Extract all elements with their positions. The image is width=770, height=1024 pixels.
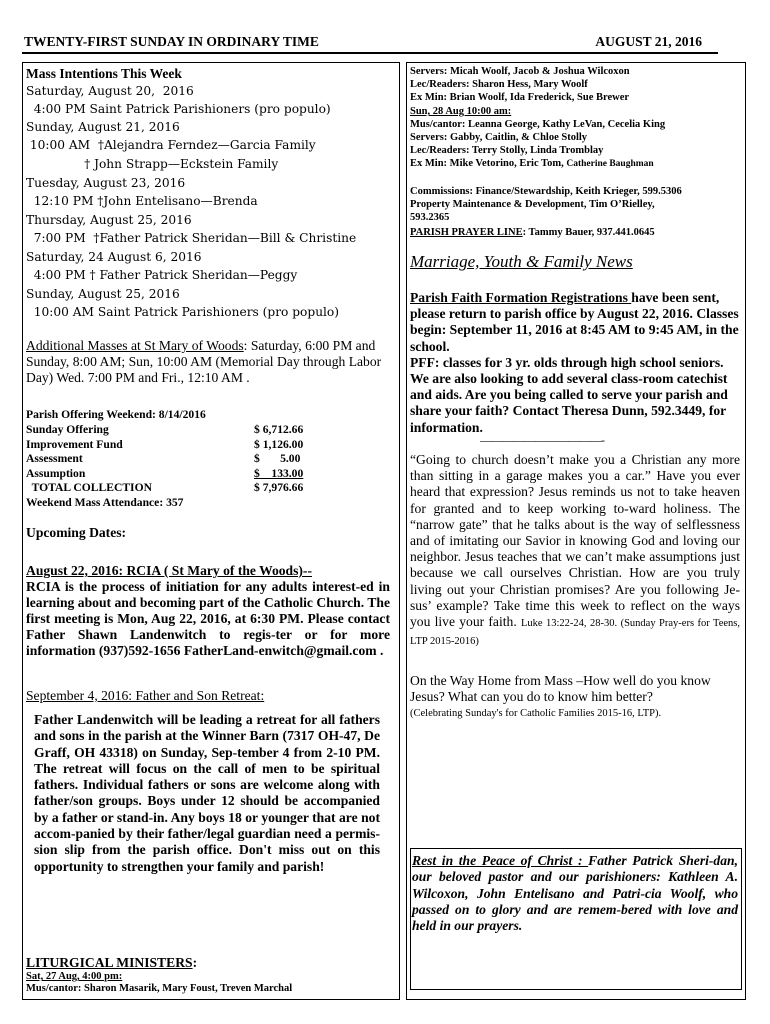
offering-label: Assessment: [26, 452, 83, 466]
liturgical-cantor: Mus/cantor: Sharon Masarik, Mary Foust, Treven Marchal: [26, 983, 293, 994]
prayer-line: [410, 227, 655, 239]
minister-line: Ex Min: Brian Woolf, Ida Frederick, Sue Brewer: [410, 92, 630, 104]
mass-intention-line: 12:10 PM †John Entelisano—Brenda: [26, 194, 258, 208]
upcoming-title: Upcoming Dates:: [26, 525, 127, 540]
exmin-text: Ex Min: Mike Vetorino, Eric Tom,: [410, 158, 567, 169]
property: Property Maintenance & Development, Tim O’Rielley,: [410, 199, 655, 210]
mass-intention-line: Tuesday, August 23, 2016: [26, 176, 186, 190]
exmin-line: [410, 158, 654, 170]
rcia-block: [26, 563, 390, 659]
offering-amount: $ 6,712.66: [254, 423, 304, 436]
property-phone: 593.2365: [410, 212, 450, 223]
mass-intention-line: Thursday, August 25, 2016: [26, 213, 192, 227]
offering-amount: $ 133.00: [254, 466, 304, 480]
minister-line: Mus/cantor: Leanna George, Kathy LeVan, Cecelia King: [410, 119, 666, 130]
way-home-cite: (Celebrating Sunday's for Catholic Families 2015-16, LTP).: [410, 707, 662, 719]
mass-intention-line: Saturday, August 20, 2016: [26, 84, 194, 98]
garage-block: [410, 452, 740, 650]
mass-intention-line: 4:00 PM Saint Patrick Parishioners (pro populo): [26, 102, 331, 116]
minister-line: Servers: Micah Woolf, Jacob & Joshua Wilcoxon: [410, 66, 630, 77]
retreat-heading: September 4, 2016: Father and Son Retreat:: [26, 688, 265, 703]
pff-label: Parish Faith Formation Registrations: [410, 290, 632, 305]
retreat-text: Father Landenwitch will be leading a retreat for all fathers and sons in the parish at the Winner Barn (7317 OH-47, De Graff, OH 43318) on Sunday, Sep-tember 4 from 2-10 PM. The retreat will focus on the call of men to be spiritual fathers. Individual fathers or sons are welcome along with father/son groups. Boys under 12 should be accompanied by a father or stand-in. Any boys 18 or younger that are not accom-panied by their father/legal guardian need a permis-sion slip from the parish office. Don't miss out on this opportunity to strengthen your family and parish!: [34, 712, 380, 874]
pff-text-2: PFF: classes for 3 yr. olds through high school seniors. We are also looking to add several class-room catechist and aids. Are you being called to serve your parish and share your faith? Contact Theresa Dunn, 592.3449, for information.: [410, 354, 728, 435]
mass-intention-line: 10:00 AM Saint Patrick Parishioners (pro populo): [26, 305, 340, 319]
offering-amount: $ 1,126.00: [254, 437, 304, 451]
sun-heading: Sun, 28 Aug 10:00 am:: [410, 106, 512, 117]
mass-intentions-title: Mass Intentions This Week: [26, 66, 182, 81]
garage-cite: Luke 13:22-24, 28-30. (Sunday Pray-ers for Teens, LTP 2015-2016): [410, 618, 740, 648]
minister-line: Servers: Gabby, Caitlin, & Chloe Stolly: [410, 132, 588, 144]
pff-block: [410, 290, 740, 436]
liturgical-sat: Sat, 27 Aug, 4:00 pm:: [26, 971, 123, 982]
additional-masses: [26, 338, 394, 387]
header-date: AUGUST 21, 2016: [595, 34, 702, 49]
exmin-small: Catherine Baughman: [566, 159, 654, 169]
offering-amount: $ 5.00: [254, 452, 301, 466]
way-home-text: On the Way Home from Mass –How well do you know Jesus? What can you do to know him better?: [410, 673, 711, 705]
additional-masses-text: : Saturday, 6:00 PM and Sunday, 8:00 AM; Sun, 10:00 AM (Memorial Day through Labor Day) Wed. 7:00 PM and Fri., 12:10 AM .: [26, 338, 382, 386]
rcia-heading: August 22, 2016: RCIA ( St Mary of the Woods)--: [26, 563, 312, 578]
offering-label: TOTAL COLLECTION: [26, 481, 152, 495]
mass-intention-line: Sunday, August 21, 2016: [26, 120, 180, 134]
garage-text: “Going to church doesn’t make you a Christian any more than sitting in a garage makes you a car.” Have you ever heard that expression? Jesus reminds us not to take heaven for granted and to keep working to-ward holiness. The “narrow gate” that he talks about is the way of selflessness and of imitating our Savior in knowing God and loving our neighbor. Jesus teaches that we can’t make assumptions just because we call ourselves Christian. How are you truly living out your Christian promises? Are you following Je-sus’ example? Take time this week to reflect on the ways you live your faith.: [410, 452, 740, 630]
liturgical-colon: :: [192, 955, 198, 970]
liturgical-heading: LITURGICAL MINISTERS: [26, 955, 193, 970]
prayer-line-text: : Tammy Bauer, 937.441.0645: [522, 227, 655, 238]
rip-text: Father Patrick Sheri-dan, our beloved pastor and our parishioners: Kathleen A. Wilcoxon, John Entelisano and Patri-cia Woolf, who passed on to glory and are remem-bered with love and held in our prayers.: [412, 853, 738, 934]
prayer-line-label: PARISH PRAYER LINE: [410, 227, 523, 238]
mass-intention-line: Saturday, 24 August 6, 2016: [26, 250, 202, 264]
pff-divider: ———————————-: [480, 433, 604, 447]
offering-label: Assumption: [26, 466, 86, 480]
offering-label: Improvement Fund: [26, 437, 123, 451]
liturgical-heading-wrap: [26, 955, 197, 971]
pff-text: have been sent, please return to parish office by August 22, 2016. Classes begin: September 11, 2016 at 8:45 AM to 9:45 AM, in the school.: [410, 290, 739, 354]
offering-amount: $ 7,976.66: [254, 481, 304, 495]
additional-masses-label: Additional Masses at St Mary of Woods: [26, 338, 244, 353]
mass-intention-line: Sunday, August 25, 2016: [26, 287, 180, 301]
commissions: Commissions: Finance/Stewardship, Keith Krieger, 599.5306: [410, 186, 682, 197]
offering-label: Sunday Offering: [26, 423, 109, 436]
header-title: TWENTY-FIRST SUNDAY IN ORDINARY TIME: [24, 34, 319, 49]
way-home-block: [410, 673, 740, 722]
mass-intention-line: † John Strapp—Eckstein Family: [26, 157, 279, 171]
rip-label: Rest in the Peace of Christ :: [412, 853, 589, 868]
offering-title: Parish Offering Weekend: 8/14/2016: [26, 408, 206, 421]
rcia-text: RCIA is the process of initiation for any adults interest-ed in learning about and becoming part of the Catholic Church. The first meeting is Mon, Aug 22, 2016, at 6:30 PM. Please contact Father Shawn Landenwitch to regis-ter or for more information (937)592-1656 FatherLand-enwitch@gmail.com .: [26, 579, 390, 658]
mass-intention-line: 4:00 PM † Father Patrick Sheridan—Peggy: [26, 268, 298, 282]
minister-line: Lec/Readers: Sharon Hess, Mary Woolf: [410, 79, 588, 91]
page-header: [22, 34, 718, 54]
mass-intention-line: 7:00 PM †Father Patrick Sheridan—Bill & Christine: [26, 231, 357, 245]
attendance: Weekend Mass Attendance: 357: [26, 496, 184, 509]
rip-block: [412, 853, 738, 934]
mass-intention-line: 10:00 AM †Alejandra Ferndez—Garcia Family: [26, 138, 316, 152]
marriage-heading: Marriage, Youth & Family News: [410, 252, 633, 271]
minister-line: Lec/Readers: Terry Stolly, Linda Tromblay: [410, 145, 604, 157]
